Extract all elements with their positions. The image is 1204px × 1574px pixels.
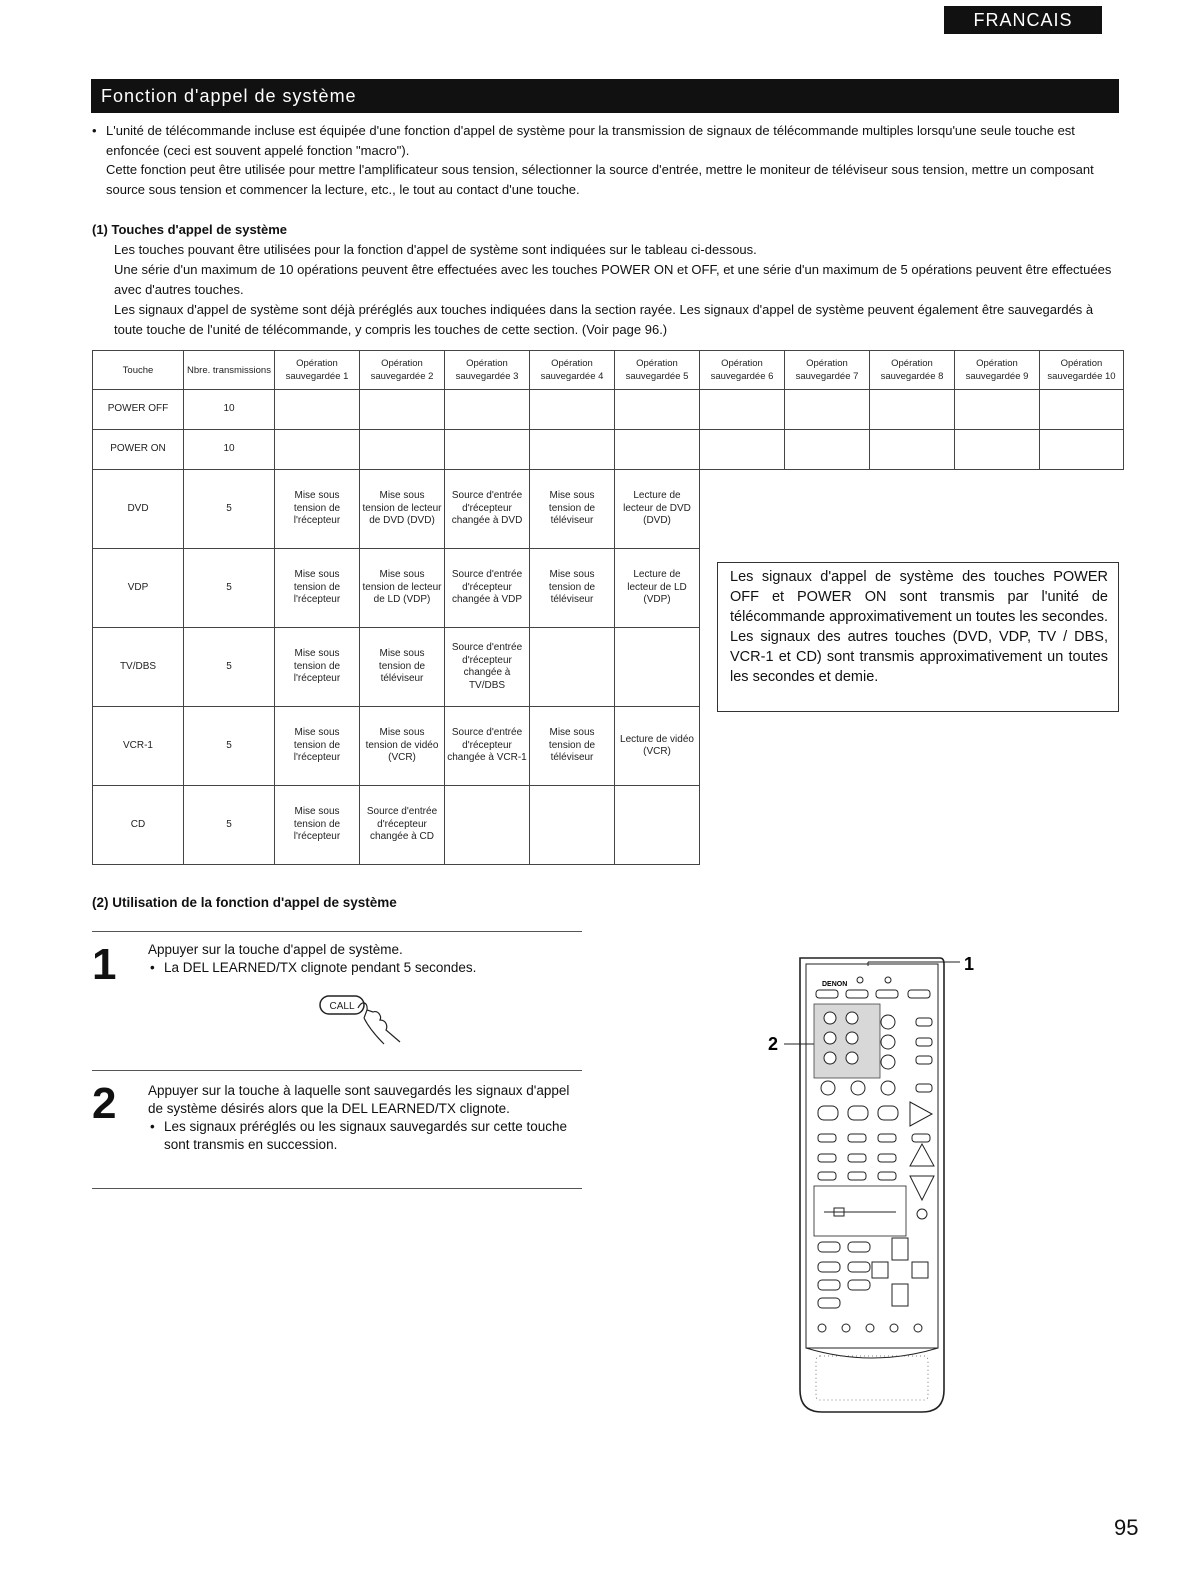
table-header: Opération sauvegardée 3 bbox=[445, 351, 530, 390]
section-2-title: (2) Utilisation de la fonction d'appel de système bbox=[92, 895, 397, 910]
table-cell: Mise sous tension de l'récepteur bbox=[275, 707, 360, 786]
note-box bbox=[717, 562, 1119, 712]
section-1-title: (1) Touches d'appel de système bbox=[92, 222, 288, 237]
remote-brand: DENON bbox=[822, 981, 848, 988]
table-cell bbox=[530, 390, 615, 430]
table-cell: Lecture de lecteur de DVD (DVD) bbox=[615, 470, 700, 549]
section-1-paragraph: Les touches pouvant être utilisées pour la fonction d'appel de système sont indiquées sur le tableau ci-dessous. bbox=[114, 242, 757, 257]
table-cell: Mise sous tension de téléviseur bbox=[530, 470, 615, 549]
callout-1: 1 bbox=[964, 954, 975, 974]
table-cell bbox=[615, 390, 700, 430]
table-cell bbox=[1040, 390, 1124, 430]
table-cell: Source d'entrée d'récepteur changée à DVD bbox=[445, 470, 530, 549]
table-header: Touche bbox=[93, 351, 184, 390]
table-header: Opération sauvegardée 7 bbox=[785, 351, 870, 390]
language-tab: FRANCAIS bbox=[944, 6, 1102, 34]
table-cell-key: VDP bbox=[93, 549, 184, 628]
table-header: Opération sauvegardée 5 bbox=[615, 351, 700, 390]
step-2-instruction: Appuyer sur la touche à laquelle sont sauvegardés les signaux d'appel de système désirés alors que la DEL LEARNED/TX clignote. bbox=[148, 1083, 570, 1116]
table-cell bbox=[870, 430, 955, 470]
table-header: Opération sauvegardée 10 bbox=[1040, 351, 1124, 390]
table-header: Opération sauvegardée 9 bbox=[955, 351, 1040, 390]
divider bbox=[92, 1188, 582, 1189]
intro-text bbox=[92, 121, 1122, 199]
table-cell-key: CD bbox=[93, 786, 184, 865]
table-cell-count: 5 bbox=[184, 549, 275, 628]
table-cell bbox=[445, 390, 530, 430]
table-cell bbox=[275, 390, 360, 430]
page-number: 95 bbox=[1114, 1515, 1139, 1540]
table-cell-count: 10 bbox=[184, 390, 275, 430]
table-cell bbox=[530, 628, 615, 707]
table-cell: Source d'entrée d'récepteur changée à TV/DBS bbox=[445, 628, 530, 707]
intro-bullet: • L'unité de télécommande incluse est équipée d'une fonction d'appel de système pour la transmission de signaux de télécommande multiples lorsqu'une seule touche est enfoncée (ceci est souvent appelé fonction "macro"). bbox=[92, 121, 1122, 160]
table-row bbox=[93, 390, 1124, 430]
table-cell: Mise sous tension de l'récepteur bbox=[275, 786, 360, 865]
table-cell: Mise sous tension de téléviseur bbox=[530, 549, 615, 628]
table-cell bbox=[445, 786, 530, 865]
table-cell: Mise sous tension de lecteur de DVD (DVD) bbox=[360, 470, 445, 549]
table-header-row bbox=[93, 351, 1124, 390]
table-cell bbox=[360, 390, 445, 430]
section-1 bbox=[92, 220, 1122, 340]
table-cell bbox=[785, 430, 870, 470]
step-2-bullet: • Les signaux préréglés ou les signaux sauvegardés sur cette touche sont transmis en succession. bbox=[148, 1118, 584, 1154]
table-cell-count: 5 bbox=[184, 786, 275, 865]
table-cell: Mise sous tension de l'récepteur bbox=[275, 628, 360, 707]
table-cell bbox=[615, 430, 700, 470]
table-cell bbox=[955, 390, 1040, 430]
table-cell bbox=[1040, 430, 1124, 470]
table-cell-key: VCR-1 bbox=[93, 707, 184, 786]
table-header: Nbre. transmissions bbox=[184, 351, 275, 390]
step-2-number: 2 bbox=[92, 1079, 117, 1128]
divider bbox=[92, 1070, 582, 1071]
table-cell-key: TV/DBS bbox=[93, 628, 184, 707]
table-cell-key: POWER ON bbox=[93, 430, 184, 470]
table-cell bbox=[530, 786, 615, 865]
intro-paragraph: Cette fonction peut être utilisée pour mettre l'amplificateur sous tension, sélectionner la source d'entrée, mettre le moniteur de téléviseur sous tension, mettre un composant source sous tension et commencer la lecture, etc., le tout au contact d'une touche. bbox=[106, 162, 1094, 197]
step-2-text bbox=[148, 1082, 584, 1154]
table-cell: Mise sous tension de téléviseur bbox=[360, 628, 445, 707]
remote-control-illustration bbox=[760, 950, 1000, 1420]
table-header: Opération sauvegardée 6 bbox=[700, 351, 785, 390]
section-1-paragraph: Une série d'un maximum de 10 opérations peuvent être effectuées avec les touches POWER ON et OFF, et une série d'un maximum de 5 opérations peuvent être effectuées avec d'autres touches. bbox=[114, 262, 1112, 297]
table-row bbox=[93, 470, 1124, 549]
note-paragraph: Les signaux des autres touches (DVD, VDP, TV / DBS, VCR-1 et CD) sont transmis approximativement un toutes les secondes et demie. bbox=[730, 629, 1108, 685]
callout-2: 2 bbox=[768, 1034, 779, 1054]
table-cell bbox=[870, 390, 955, 430]
table-cell: Source d'entrée d'récepteur changée à VDP bbox=[445, 549, 530, 628]
note-paragraph: Les signaux d'appel de système des touches POWER OFF et POWER ON sont transmis par l'unité de télécommande approximativement un toutes les secondes. bbox=[730, 569, 1109, 625]
table-cell bbox=[360, 430, 445, 470]
section-title: Fonction d'appel de système bbox=[91, 79, 1119, 113]
table-cell-count: 5 bbox=[184, 470, 275, 549]
table-cell bbox=[955, 430, 1040, 470]
step-1-text bbox=[148, 941, 584, 977]
call-button-label: CALL bbox=[329, 1001, 355, 1012]
call-button-press-icon bbox=[318, 990, 428, 1046]
table-cell bbox=[530, 430, 615, 470]
step-1-instruction: Appuyer sur la touche d'appel de système. bbox=[148, 942, 403, 957]
table-cell: Lecture de lecteur de LD (VDP) bbox=[615, 549, 700, 628]
table-cell bbox=[615, 786, 700, 865]
table-cell: Source d'entrée d'récepteur changée à CD bbox=[360, 786, 445, 865]
table-cell: Source d'entrée d'récepteur changée à VCR-1 bbox=[445, 707, 530, 786]
table-cell: Mise sous tension de lecteur de LD (VDP) bbox=[360, 549, 445, 628]
table-cell bbox=[615, 628, 700, 707]
table-cell bbox=[275, 430, 360, 470]
table-cell-key: DVD bbox=[93, 470, 184, 549]
table-cell: Lecture de vidéo (VCR) bbox=[615, 707, 700, 786]
table-row bbox=[93, 430, 1124, 470]
table-cell: Mise sous tension de l'récepteur bbox=[275, 549, 360, 628]
section-1-paragraph: Les signaux d'appel de système sont déjà préréglés aux touches indiquées dans la section rayée. Les signaux d'appel de système peuvent également être sauvegardés à toute touche de l'unité de télécommande, y compris les touches de cette section. (Voir page 96.) bbox=[114, 302, 1094, 337]
table-cell bbox=[785, 390, 870, 430]
table-cell: Mise sous tension de vidéo (VCR) bbox=[360, 707, 445, 786]
table-cell bbox=[445, 430, 530, 470]
step-1-number: 1 bbox=[92, 940, 117, 989]
table-header: Opération sauvegardée 2 bbox=[360, 351, 445, 390]
table-cell-key: POWER OFF bbox=[93, 390, 184, 430]
table-header: Opération sauvegardée 4 bbox=[530, 351, 615, 390]
table-cell-count: 5 bbox=[184, 628, 275, 707]
table-cell bbox=[700, 390, 785, 430]
table-cell-count: 5 bbox=[184, 707, 275, 786]
divider bbox=[92, 931, 582, 932]
table-cell bbox=[700, 430, 785, 470]
table-header: Opération sauvegardée 1 bbox=[275, 351, 360, 390]
table-cell: Mise sous tension de l'récepteur bbox=[275, 470, 360, 549]
table-cell: Mise sous tension de téléviseur bbox=[530, 707, 615, 786]
table-cell-count: 10 bbox=[184, 430, 275, 470]
table-header: Opération sauvegardée 8 bbox=[870, 351, 955, 390]
step-1-bullet: • La DEL LEARNED/TX clignote pendant 5 secondes. bbox=[148, 959, 584, 977]
